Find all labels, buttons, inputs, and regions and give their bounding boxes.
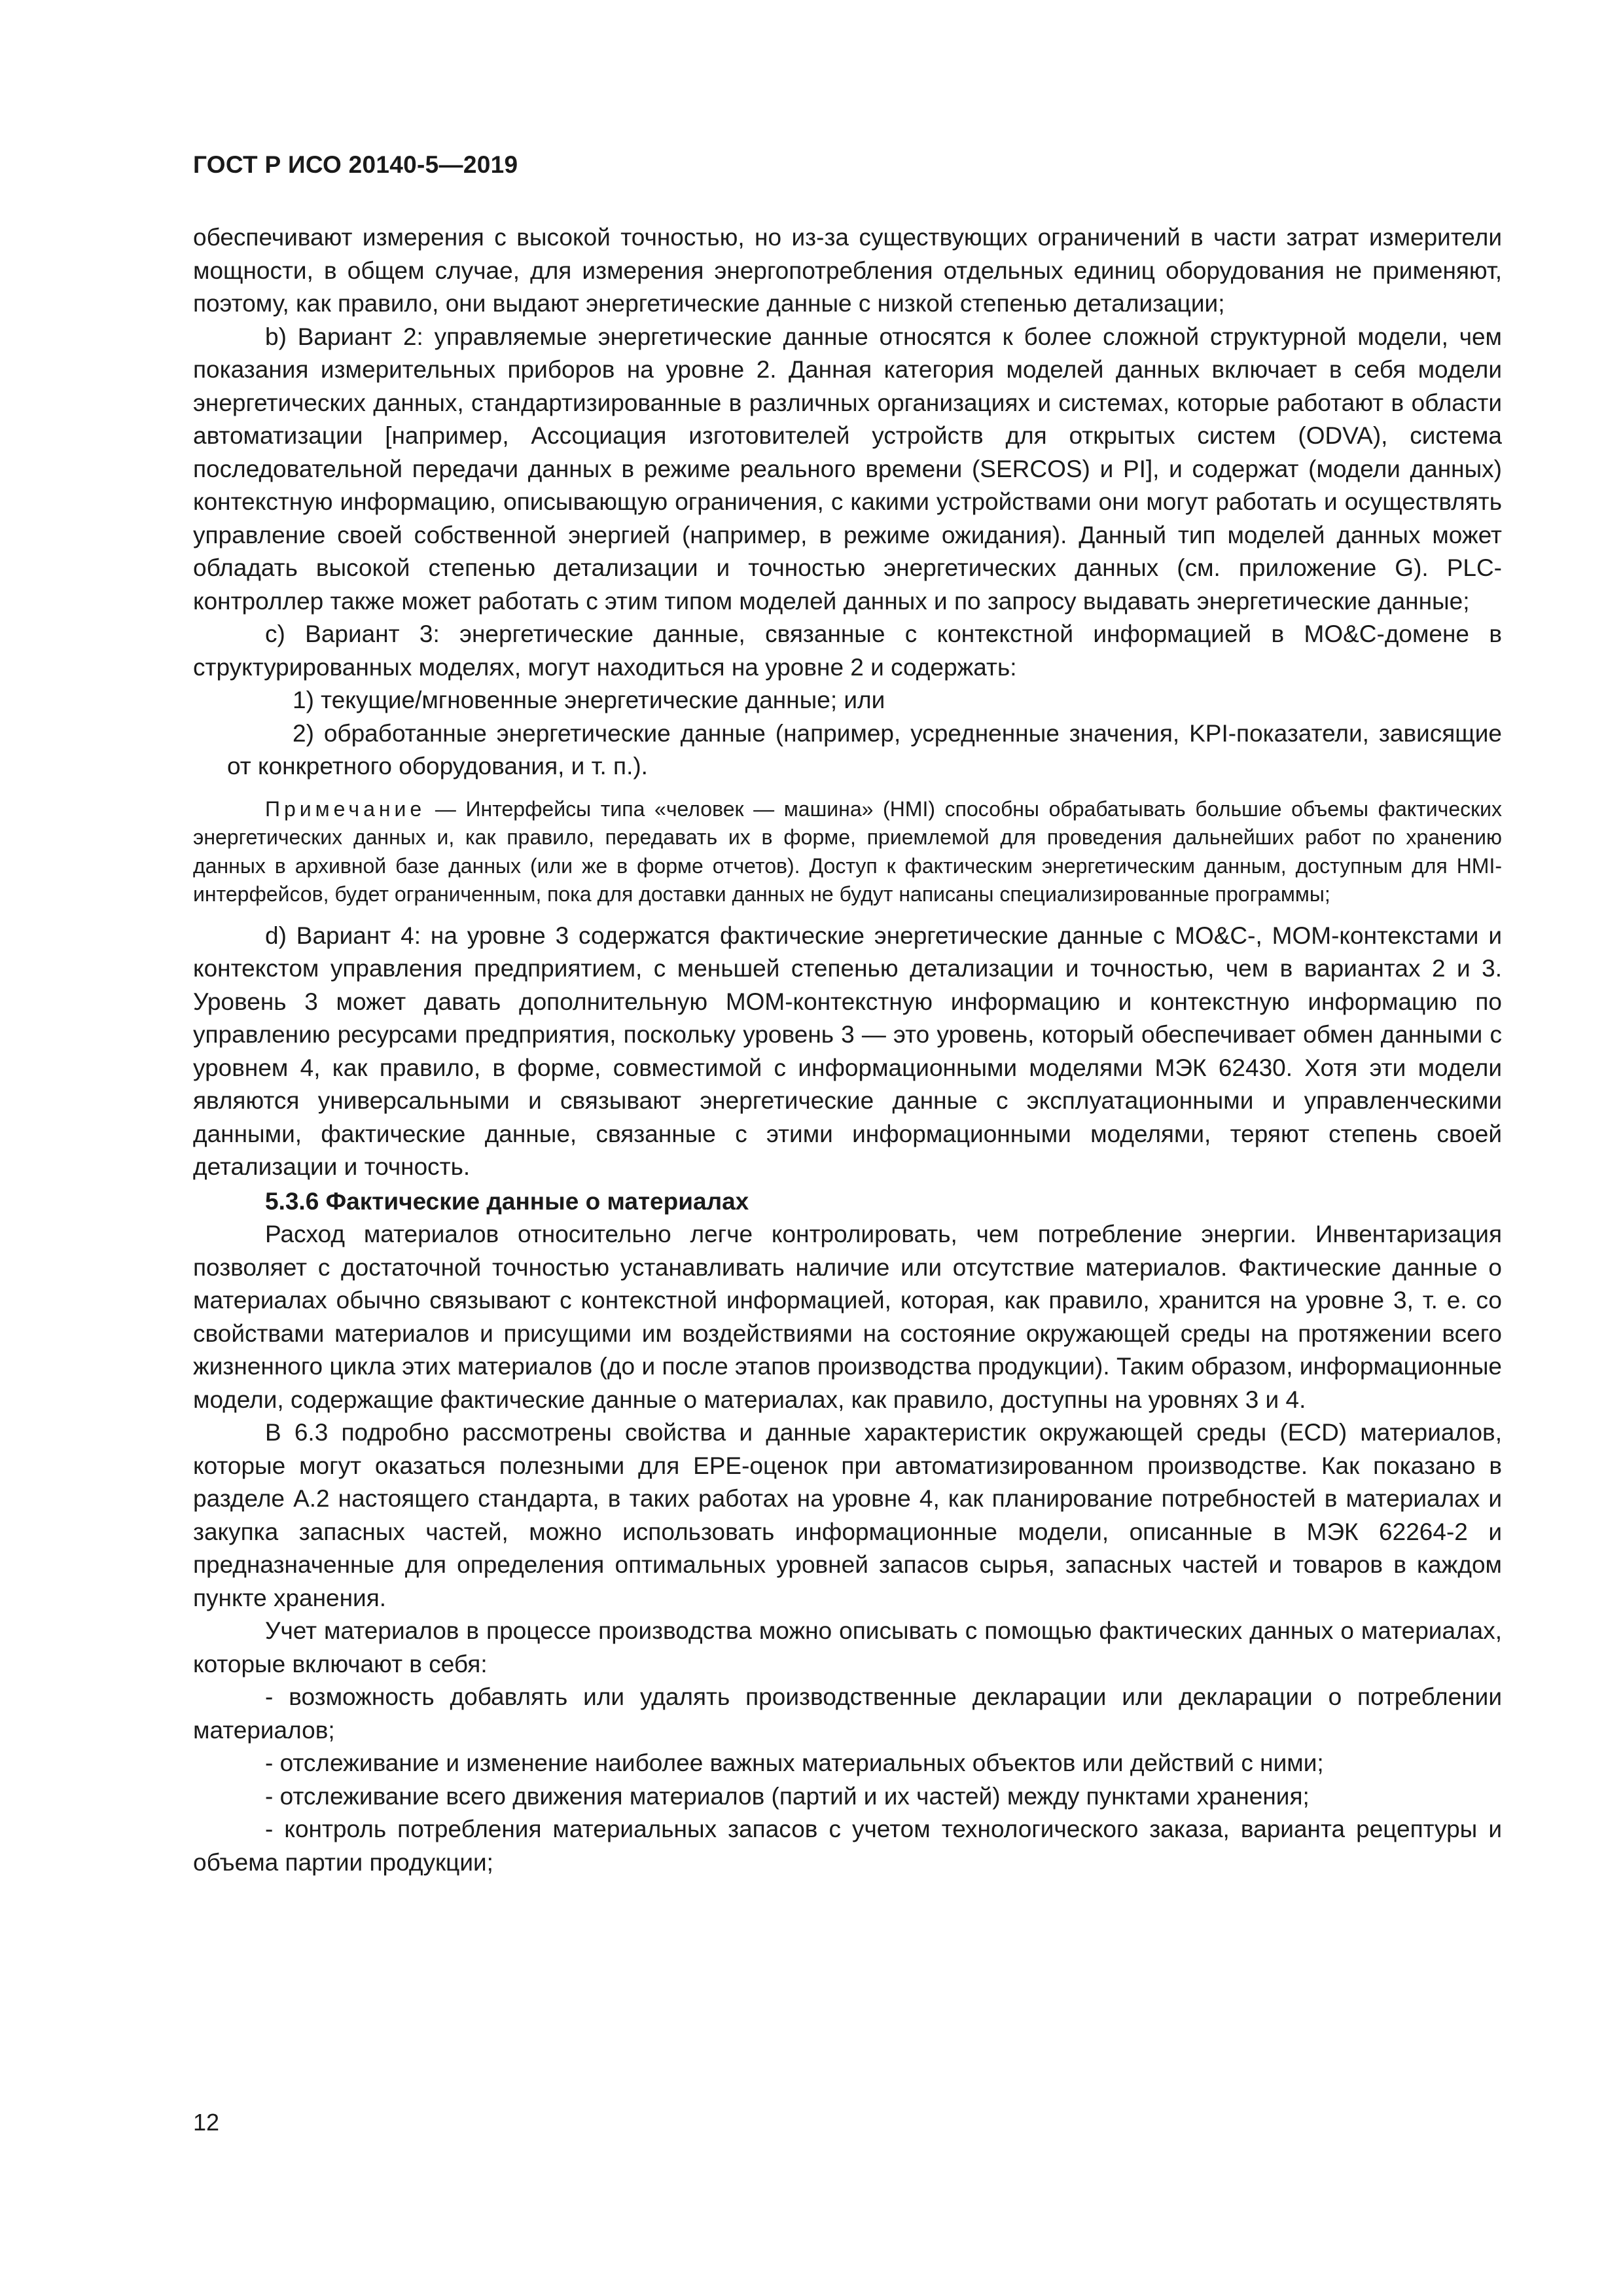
paragraph-option-2: b) Вариант 2: управляемые энергетические данные относятся к более сложной структурной модели, чем показания измерительных приборов на уровне 2. Данная категория моделей данных включает в себя модели энергетических данных, стандартизированные в различных организациях и системах, которые работают в области автоматизации [например, Ассоциация изготовителей устройств для открытых систем (ODVA), система последовательной передачи данных в режиме реального времени (SERCOS) и PI], и содержат (модели данных) контекстную информацию, описывающую ограничения, с какими устройствами они могут работать и осуществлять управление своей собственной энергией (например, в режиме ожидания). Данный тип моделей данных может обладать высокой степенью детализации и точностью энергетических данных (см. приложение G). PLC-контроллер также может работать с этим типом моделей данных и по запросу выдавать энергетические данные;: [193, 323, 1502, 615]
note-label: Примечание: [265, 797, 426, 821]
document-header: ГОСТ Р ИСО 20140-5—2019: [193, 151, 518, 178]
paragraph-accounting: Учет материалов в процессе производства можно описывать с помощью фактических данных о материалах, которые включают в себя:: [193, 1617, 1502, 1677]
note-text: — Интерфейсы типа «человек — машина» (HMI) способны обрабатывать большие объемы фактических энергетических данных и, как правило, передавать их в форме, приемлемой для проведения дальнейших работ по хранению данных в архивной базе данных (или же в форме отчетов). Доступ к фактическим энергетическим данным, доступным для HMI-интерфейсов, будет ограниченным, пока для доставки данных не будут написаны специализированные программы;: [193, 797, 1502, 906]
page-number: 12: [193, 2109, 220, 2136]
document-body: [193, 221, 1502, 1879]
bullet-3: - отслеживание всего движения материалов (партий и их частей) между пунктами хранения;: [265, 1782, 1310, 1810]
paragraph-materials: Расход материалов относительно легче контролировать, чем потребление энергии. Инвентаризация позволяет с достаточной точностью устанавливать наличие или отсутствие материалов. Фактические данные о материалах обычно связывают с контекстной информацией, которая, как правило, хранится на уровне 3, т. е. со свойствами материалов и присущими им воздействиями на состояние окружающей среды на протяжении всего жизненного цикла этих материалов (до и после этапов производства продукции). Таким образом, информационные модели, содержащие фактические данные о материалах, как правило, доступны на уровнях 3 и 4.: [193, 1221, 1502, 1413]
bullet-2: - отслеживание и изменение наиболее важных материальных объектов или действий с ними;: [265, 1749, 1324, 1776]
list-item-1: 1) текущие/мгновенные энергетические данные; или: [293, 687, 885, 713]
bullet-4: - контроль потребления материальных запасов с учетом технологического заказа, варианта рецептуры и объема партии продукции;: [193, 1816, 1502, 1876]
paragraph-option-4: d) Вариант 4: на уровне 3 содержатся фактические энергетические данные с MO&C-, MOM-контекстами и контекстом управления предприятием, с меньшей степенью детализации и точностью, чем в вариантах 2 и 3. Уровень 3 может давать дополнительную MOM-контекстную информацию и контекстную информацию по управлению ресурсами предприятия, поскольку уровень 3 — это уровень, который обеспечивает обмен данными с уровнем 4, как правило, в форме, совместимой с информационными моделями МЭК 62430. Хотя эти модели являются универсальными и связывают энергетические данные с эксплуатационными и управленческими данными, фактические данные, связанные с этими информационными моделями, теряют степень своей детализации и точность.: [193, 922, 1502, 1180]
note: [193, 795, 1502, 909]
document-page: [193, 0, 1502, 2296]
section-heading: 5.3.6 Фактические данные о материалах: [265, 1187, 749, 1215]
paragraph-ecd: В 6.3 подробно рассмотрены свойства и данные характеристик окружающей среды (ECD) материалов, которые могут оказаться полезными для EPE-оценок при автоматизированном производстве. Как показано в разделе А.2 настоящего стандарта, в таких работах на уровне 4, как планирование потребностей в материалах и закупка запасных частей, можно использовать информационные модели, описанные в МЭК 62264-2 и предназначенные для определения оптимальных уровней запасов сырья, запасных частей и товаров в каждом пункте хранения.: [193, 1419, 1502, 1611]
list-item-2: 2) обработанные энергетические данные (например, усредненные значения, KPI-показатели, зависящие от конкретного оборудования, и т. п.).: [227, 719, 1502, 780]
paragraph-option-3: c) Вариант 3: энергетические данные, связанные с контекстной информацией в MO&C-домене в структурированных моделях, могут находиться на уровне 2 и содержать:: [193, 620, 1502, 681]
bullet-1: - возможность добавлять или удалять производственные декларации или декларации о потреблении материалов;: [193, 1683, 1502, 1744]
paragraph-1: обеспечивают измерения с высокой точностью, но из-за существующих ограничений в части затрат измерители мощности, в общем случае, для измерения энергопотребления отдельных единиц оборудования не применяют, поэтому, как правило, они выдают энергетические данные с низкой степенью детализации;: [193, 224, 1502, 317]
